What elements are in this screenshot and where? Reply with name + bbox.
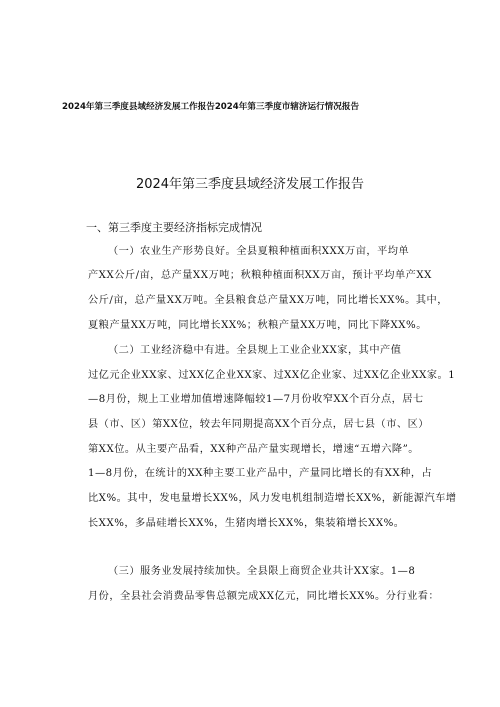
paragraph-line: 县（市、区）第XX位，较去年同期提高XX个百分点，居七县（市、区） <box>88 419 429 430</box>
paragraph-line: （二）工业经济稳中有进。全县规上工业企业XX家，其中产值 <box>108 345 402 356</box>
paragraph-line: 产XX公斤/亩，总产量XX万吨；秋粮种植面积XX万亩，预计平均单产XX <box>88 270 432 281</box>
paragraph-line: 月份，全县社会消费品零售总额完成XX亿元，同比增长XX%。分行业看： <box>88 591 440 602</box>
paragraph-line: 长XX%，多晶硅增长XX%，生猪肉增长XX%，集装箱增长XX%。 <box>88 518 405 529</box>
page-title: 2024年第三季度县域经济发展工作报告 <box>135 177 365 192</box>
paragraph-line: 过亿元企业XX家、过XX亿企业XX家、过XX亿企业家、过XX亿企业XX家。1 <box>88 370 456 381</box>
section-heading: 一、第三季度主要经济指标完成情况 <box>86 221 262 234</box>
paragraph-line: —8月份，规上工业增加值增速降幅较1—7月份收窄XX个百分点，居七 <box>88 394 424 405</box>
paragraph-line: 1—8月份，在统计的XX种主要工业产品中，产量同比增长的有XX种，占 <box>88 468 433 479</box>
paragraph-line: 第XX位。从主要产品看，XX种产品产量实现增长，增速“五增六降”。 <box>88 444 419 455</box>
document-top-title: 2024年第三季度县域经济发展工作报告2024年第三季度市辖济运行情况报告 <box>62 102 360 112</box>
paragraph-line: 公斤/亩，总产量XX万吨。全县粮食总产量XX万吨，同比增长XX%。其中， <box>88 295 448 306</box>
paragraph-line: （三）服务业发展持续加快。全县限上商贸企业共计XX家。1—8 <box>108 566 416 577</box>
paragraph-line: 比X%。其中，发电量增长XX%，风力发电机组制造增长XX%，新能源汽车增 <box>88 493 457 504</box>
paragraph-line: 夏粮产量XX万吨，同比增长XX%；秋粮产量XX万吨，同比下降XX%。 <box>88 320 427 331</box>
paragraph-line: （一）农业生产形势良好。全县夏粮种植面积XXX万亩，平均单 <box>108 246 410 257</box>
